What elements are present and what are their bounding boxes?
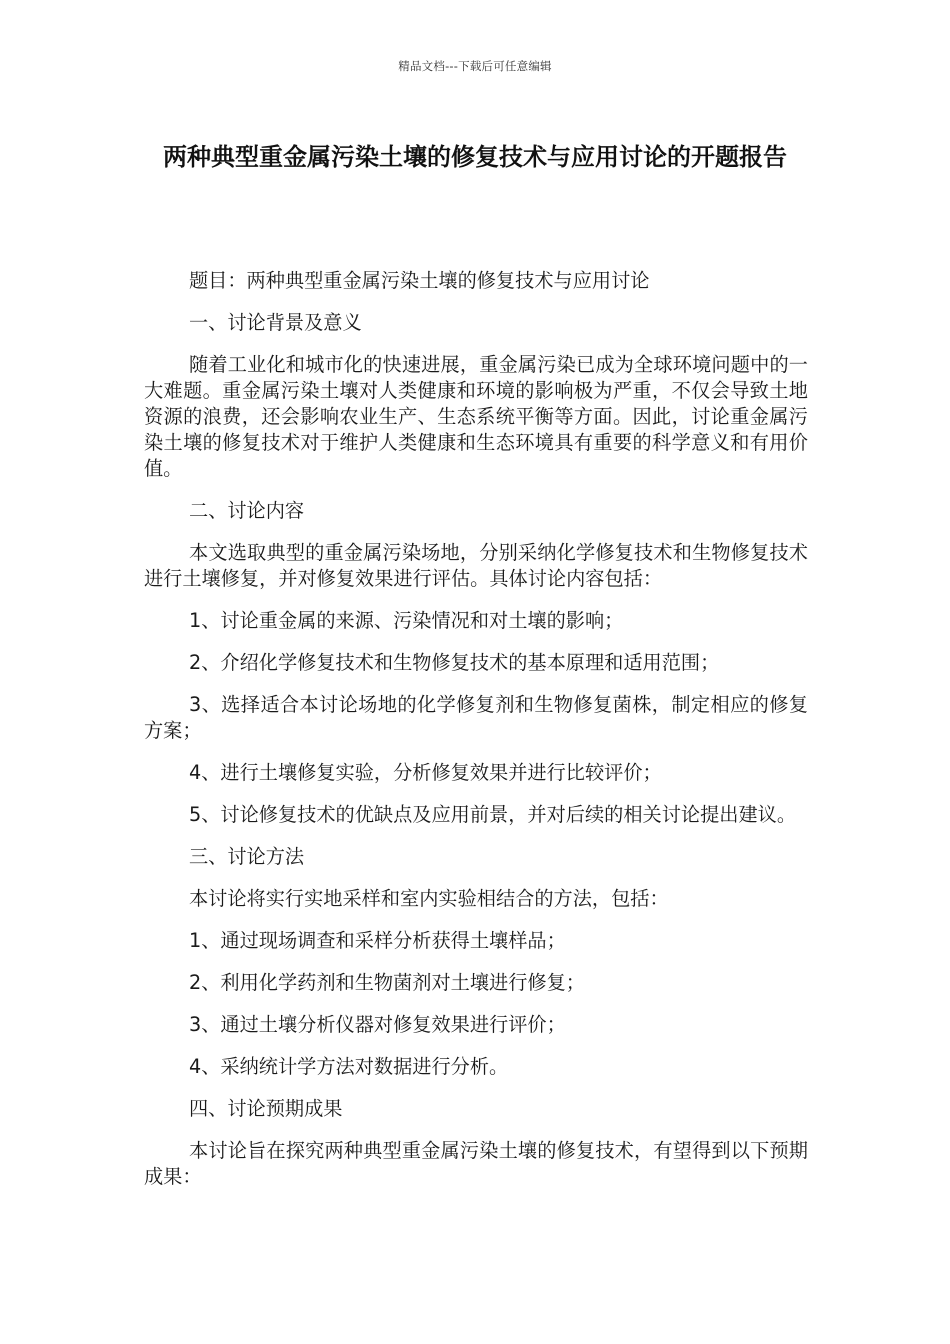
content-item-1: 1、讨论重金属的来源、污染情况和对土壤的影响； (189, 609, 624, 632)
content-item-4: 4、进行土壤修复实验，分析修复效果并进行比较评价； (189, 761, 662, 784)
topic-line: 题目：两种典型重金属污染土壤的修复技术与应用讨论 (189, 269, 650, 292)
method-item-3: 3、通过土壤分析仪器对修复效果进行评价； (189, 1013, 566, 1036)
outcomes-paragraph: 本讨论旨在探究两种典型重金属污染土壤的修复技术，有望得到以下预期成果： (144, 1139, 808, 1188)
method-item-1: 1、通过现场调查和采样分析获得土壤样品； (189, 929, 566, 952)
content-item-2: 2、介绍化学修复技术和生物修复技术的基本原理和适用范围； (189, 651, 720, 674)
content-intro-paragraph: 本文选取典型的重金属污染场地，分别采纳化学修复技术和生物修复技术进行土壤修复，并对修复效果进行评估。具体讨论内容包括： (144, 541, 808, 590)
document-title: 两种典型重金属污染土壤的修复技术与应用讨论的开题报告 (163, 143, 787, 171)
background-paragraph: 随着工业化和城市化的快速进展，重金属污染已成为全球环境问题中的一大难题。重金属污染土壤对人类健康和环境的影响极为严重，不仅会导致土地资源的浪费，还会影响农业生产、生态系统平衡等方面。因此，讨论重金属污染土壤的修复技术对于维护人类健康和生态环境具有重要的科学意义和有用价值。 (144, 353, 808, 480)
section-heading-method: 三、讨论方法 (189, 845, 305, 868)
section-heading-outcomes: 四、讨论预期成果 (189, 1097, 343, 1120)
section-heading-background: 一、讨论背景及意义 (189, 311, 362, 334)
content-item-5: 5、讨论修复技术的优缺点及应用前景，并对后续的相关讨论提出建议。 (189, 803, 797, 826)
section-heading-content: 二、讨论内容 (189, 499, 305, 522)
method-item-4: 4、采纳统计学方法对数据进行分析。 (189, 1055, 509, 1078)
method-intro-paragraph: 本讨论将实行实地采样和室内实验相结合的方法，包括： (189, 887, 669, 910)
document-body (144, 268, 808, 1206)
method-item-2: 2、利用化学药剂和生物菌剂对土壤进行修复； (189, 971, 585, 994)
content-item-3: 3、选择适合本讨论场地的化学修复剂和生物修复菌株，制定相应的修复方案； (144, 693, 808, 742)
header-note: 精品文档---下载后可任意编辑 (398, 59, 552, 73)
